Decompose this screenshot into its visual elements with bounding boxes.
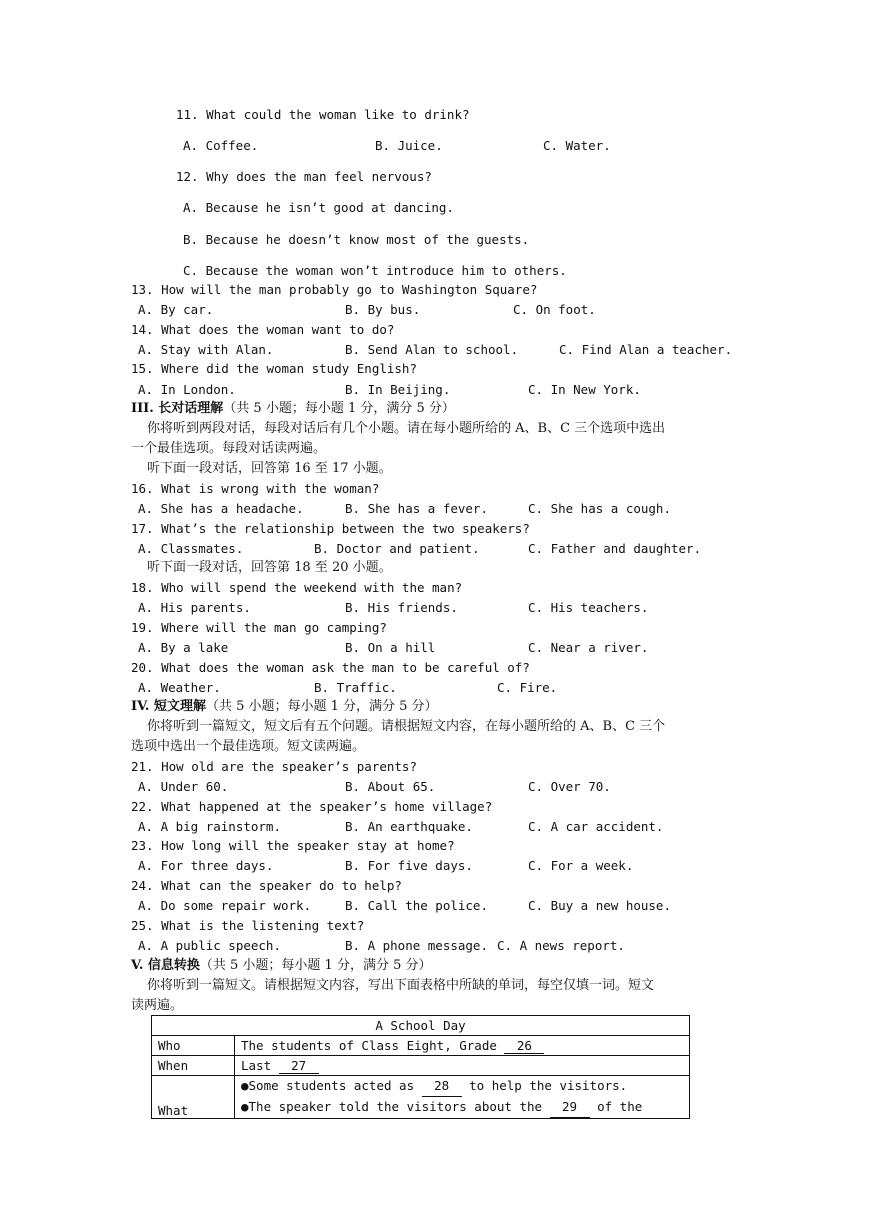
when-text: Last <box>241 1057 279 1073</box>
q17-option-a: A. Classmates. <box>138 541 244 556</box>
question-21: 21. How old are the speaker’s parents? <box>131 759 417 774</box>
q17-option-b: B. Doctor and patient. <box>314 541 480 556</box>
q24-option-b: B. Call the police. <box>345 898 488 913</box>
section-4-heading <box>131 698 438 716</box>
q21-option-a: A. Under 60. <box>138 779 229 794</box>
q24-option-c: C. Buy a new house. <box>528 898 671 913</box>
question-13: 13. How will the man probably go to Washington Square? <box>131 282 538 297</box>
section-5-instruction: 你将听到一篇短文。请根据短文内容，写出下面表格中所缺的单词，每空仅填一词。短文 <box>147 978 655 993</box>
section-3-sub-instruction-2: 听下面一段对话，回答第 18 至 20 小题。 <box>147 560 392 575</box>
q22-option-b: B. An earthquake. <box>345 819 473 834</box>
q12-option-c: C. Because the woman won’t introduce him to others. <box>183 263 567 278</box>
bullet-2-text: ●The speaker told the visitors about the <box>241 1099 550 1114</box>
section-4-title: IV. 短文理解 <box>131 699 206 714</box>
question-23: 23. How long will the speaker stay at home? <box>131 838 455 853</box>
q20-option-b: B. Traffic. <box>314 680 397 695</box>
q25-option-a: A. A public speech. <box>138 938 281 953</box>
table-row <box>152 1016 690 1036</box>
q21-option-b: B. About 65. <box>345 779 436 794</box>
question-20: 20. What does the woman ask the man to be careful of? <box>131 660 530 675</box>
row-value-when <box>235 1056 690 1076</box>
q19-option-b: B. On a hill <box>345 640 436 655</box>
q16-option-c: C. She has a cough. <box>528 501 671 516</box>
info-table <box>151 1015 690 1119</box>
q14-option-a: A. Stay with Alan. <box>138 342 274 357</box>
q12-option-a: A. Because he isn’t good at dancing. <box>183 200 454 215</box>
row-value-what <box>235 1076 690 1119</box>
q16-option-b: B. She has a fever. <box>345 501 488 516</box>
q16-option-a: A. She has a headache. <box>138 501 304 516</box>
q18-option-b: B. His friends. <box>345 600 458 615</box>
q20-option-c: C. Fire. <box>497 680 558 695</box>
q13-option-b: B. By bus. <box>345 302 421 317</box>
q23-option-b: B. For five days. <box>345 858 473 873</box>
row-value-who <box>235 1036 690 1056</box>
question-22: 22. What happened at the speaker’s home village? <box>131 799 493 814</box>
question-16: 16. What is wrong with the woman? <box>131 481 380 496</box>
blank-28[interactable]: 28 <box>422 1076 462 1097</box>
q19-option-a: A. By a lake <box>138 640 229 655</box>
row-label-when: When <box>152 1056 235 1076</box>
q22-option-a: A. A big rainstorm. <box>138 819 281 834</box>
q15-option-b: B. In Beijing. <box>345 382 451 397</box>
section-5-title: V. 信息转换 <box>131 958 200 973</box>
section-3-sub-instruction-1: 听下面一段对话，回答第 16 至 17 小题。 <box>147 461 392 476</box>
q18-option-a: A. His parents. <box>138 600 251 615</box>
q21-option-c: C. Over 70. <box>528 779 611 794</box>
q22-option-c: C. A car accident. <box>528 819 664 834</box>
q17-option-c: C. Father and daughter. <box>528 541 702 556</box>
section-4-instruction-cont: 选项中选出一个最佳选项。短文读两遍。 <box>131 739 366 754</box>
q14-option-b: B. Send Alan to school. <box>345 342 519 357</box>
question-18: 18. Who will spend the weekend with the man? <box>131 580 463 595</box>
q12-option-b: B. Because he doesn’t know most of the guests. <box>183 232 530 247</box>
blank-29[interactable]: 29 <box>550 1097 590 1118</box>
question-11: 11. What could the woman like to drink? <box>176 107 470 122</box>
q14-option-c: C. Find Alan a teacher. <box>559 342 733 357</box>
bullet-1-text-end: to help the visitors. <box>461 1078 628 1093</box>
q11-option-b: B. Juice. <box>375 138 443 153</box>
bullet-1-text: ●Some students acted as <box>241 1078 422 1093</box>
q25-option-c: C. A news report. <box>497 938 625 953</box>
row-label-who: Who <box>152 1036 235 1056</box>
q18-option-c: C. His teachers. <box>528 600 649 615</box>
question-19: 19. Where will the man go camping? <box>131 620 387 635</box>
table-row <box>152 1076 690 1119</box>
q13-option-c: C. On foot. <box>513 302 596 317</box>
section-4-instruction: 你将听到一篇短文，短文后有五个问题。请根据短文内容，在每小题所给的 A、B、C 三个 <box>147 719 666 734</box>
who-text: The students of Class Eight, Grade <box>241 1037 505 1053</box>
table-row <box>152 1036 690 1056</box>
q23-option-c: C. For a week. <box>528 858 634 873</box>
section-5-instruction-cont: 读两遍。 <box>131 998 184 1013</box>
question-12: 12. Why does the man feel nervous? <box>176 169 432 184</box>
section-3-note: （共 5 小题；每小题 1 分，满分 5 分） <box>223 401 455 416</box>
table-row <box>152 1056 690 1076</box>
q20-option-a: A. Weather. <box>138 680 221 695</box>
section-5-heading <box>131 957 431 975</box>
blank-27[interactable]: 27 <box>279 1058 319 1074</box>
question-17: 17. What’s the relationship between the two speakers? <box>131 521 530 536</box>
q15-option-a: A. In London. <box>138 382 236 397</box>
section-3-heading <box>131 400 455 418</box>
what-bullet-1 <box>241 1076 683 1097</box>
section-4-note: （共 5 小题；每小题 1 分，满分 5 分） <box>205 699 438 714</box>
question-25: 25. What is the listening text? <box>131 918 365 933</box>
q19-option-c: C. Near a river. <box>528 640 649 655</box>
q25-option-b: B. A phone message. <box>345 938 488 953</box>
row-label-what: What <box>152 1076 235 1119</box>
section-3-instruction-cont: 一个最佳选项。每段对话读两遍。 <box>131 441 327 456</box>
q15-option-c: C. In New York. <box>528 382 641 397</box>
blank-26[interactable]: 26 <box>504 1038 544 1054</box>
question-14: 14. What does the woman want to do? <box>131 322 395 337</box>
q11-option-a: A. Coffee. <box>183 138 259 153</box>
section-3-title: III. 长对话理解 <box>131 401 224 416</box>
bullet-2-text-end: of the <box>589 1099 643 1114</box>
q24-option-a: A. Do some repair work. <box>138 898 312 913</box>
q13-option-a: A. By car. <box>138 302 214 317</box>
table-title: A School Day <box>152 1016 690 1036</box>
q23-option-a: A. For three days. <box>138 858 274 873</box>
q11-option-c: C. Water. <box>543 138 611 153</box>
what-bullet-2 <box>241 1097 683 1118</box>
section-5-note: （共 5 小题；每小题 1 分，满分 5 分） <box>199 958 432 973</box>
section-3-instruction: 你将听到两段对话，每段对话后有几个小题。请在每小题所给的 A、B、C 三个选项中选出 <box>147 421 666 436</box>
question-15: 15. Where did the woman study English? <box>131 361 417 376</box>
question-24: 24. What can the speaker do to help? <box>131 878 402 893</box>
